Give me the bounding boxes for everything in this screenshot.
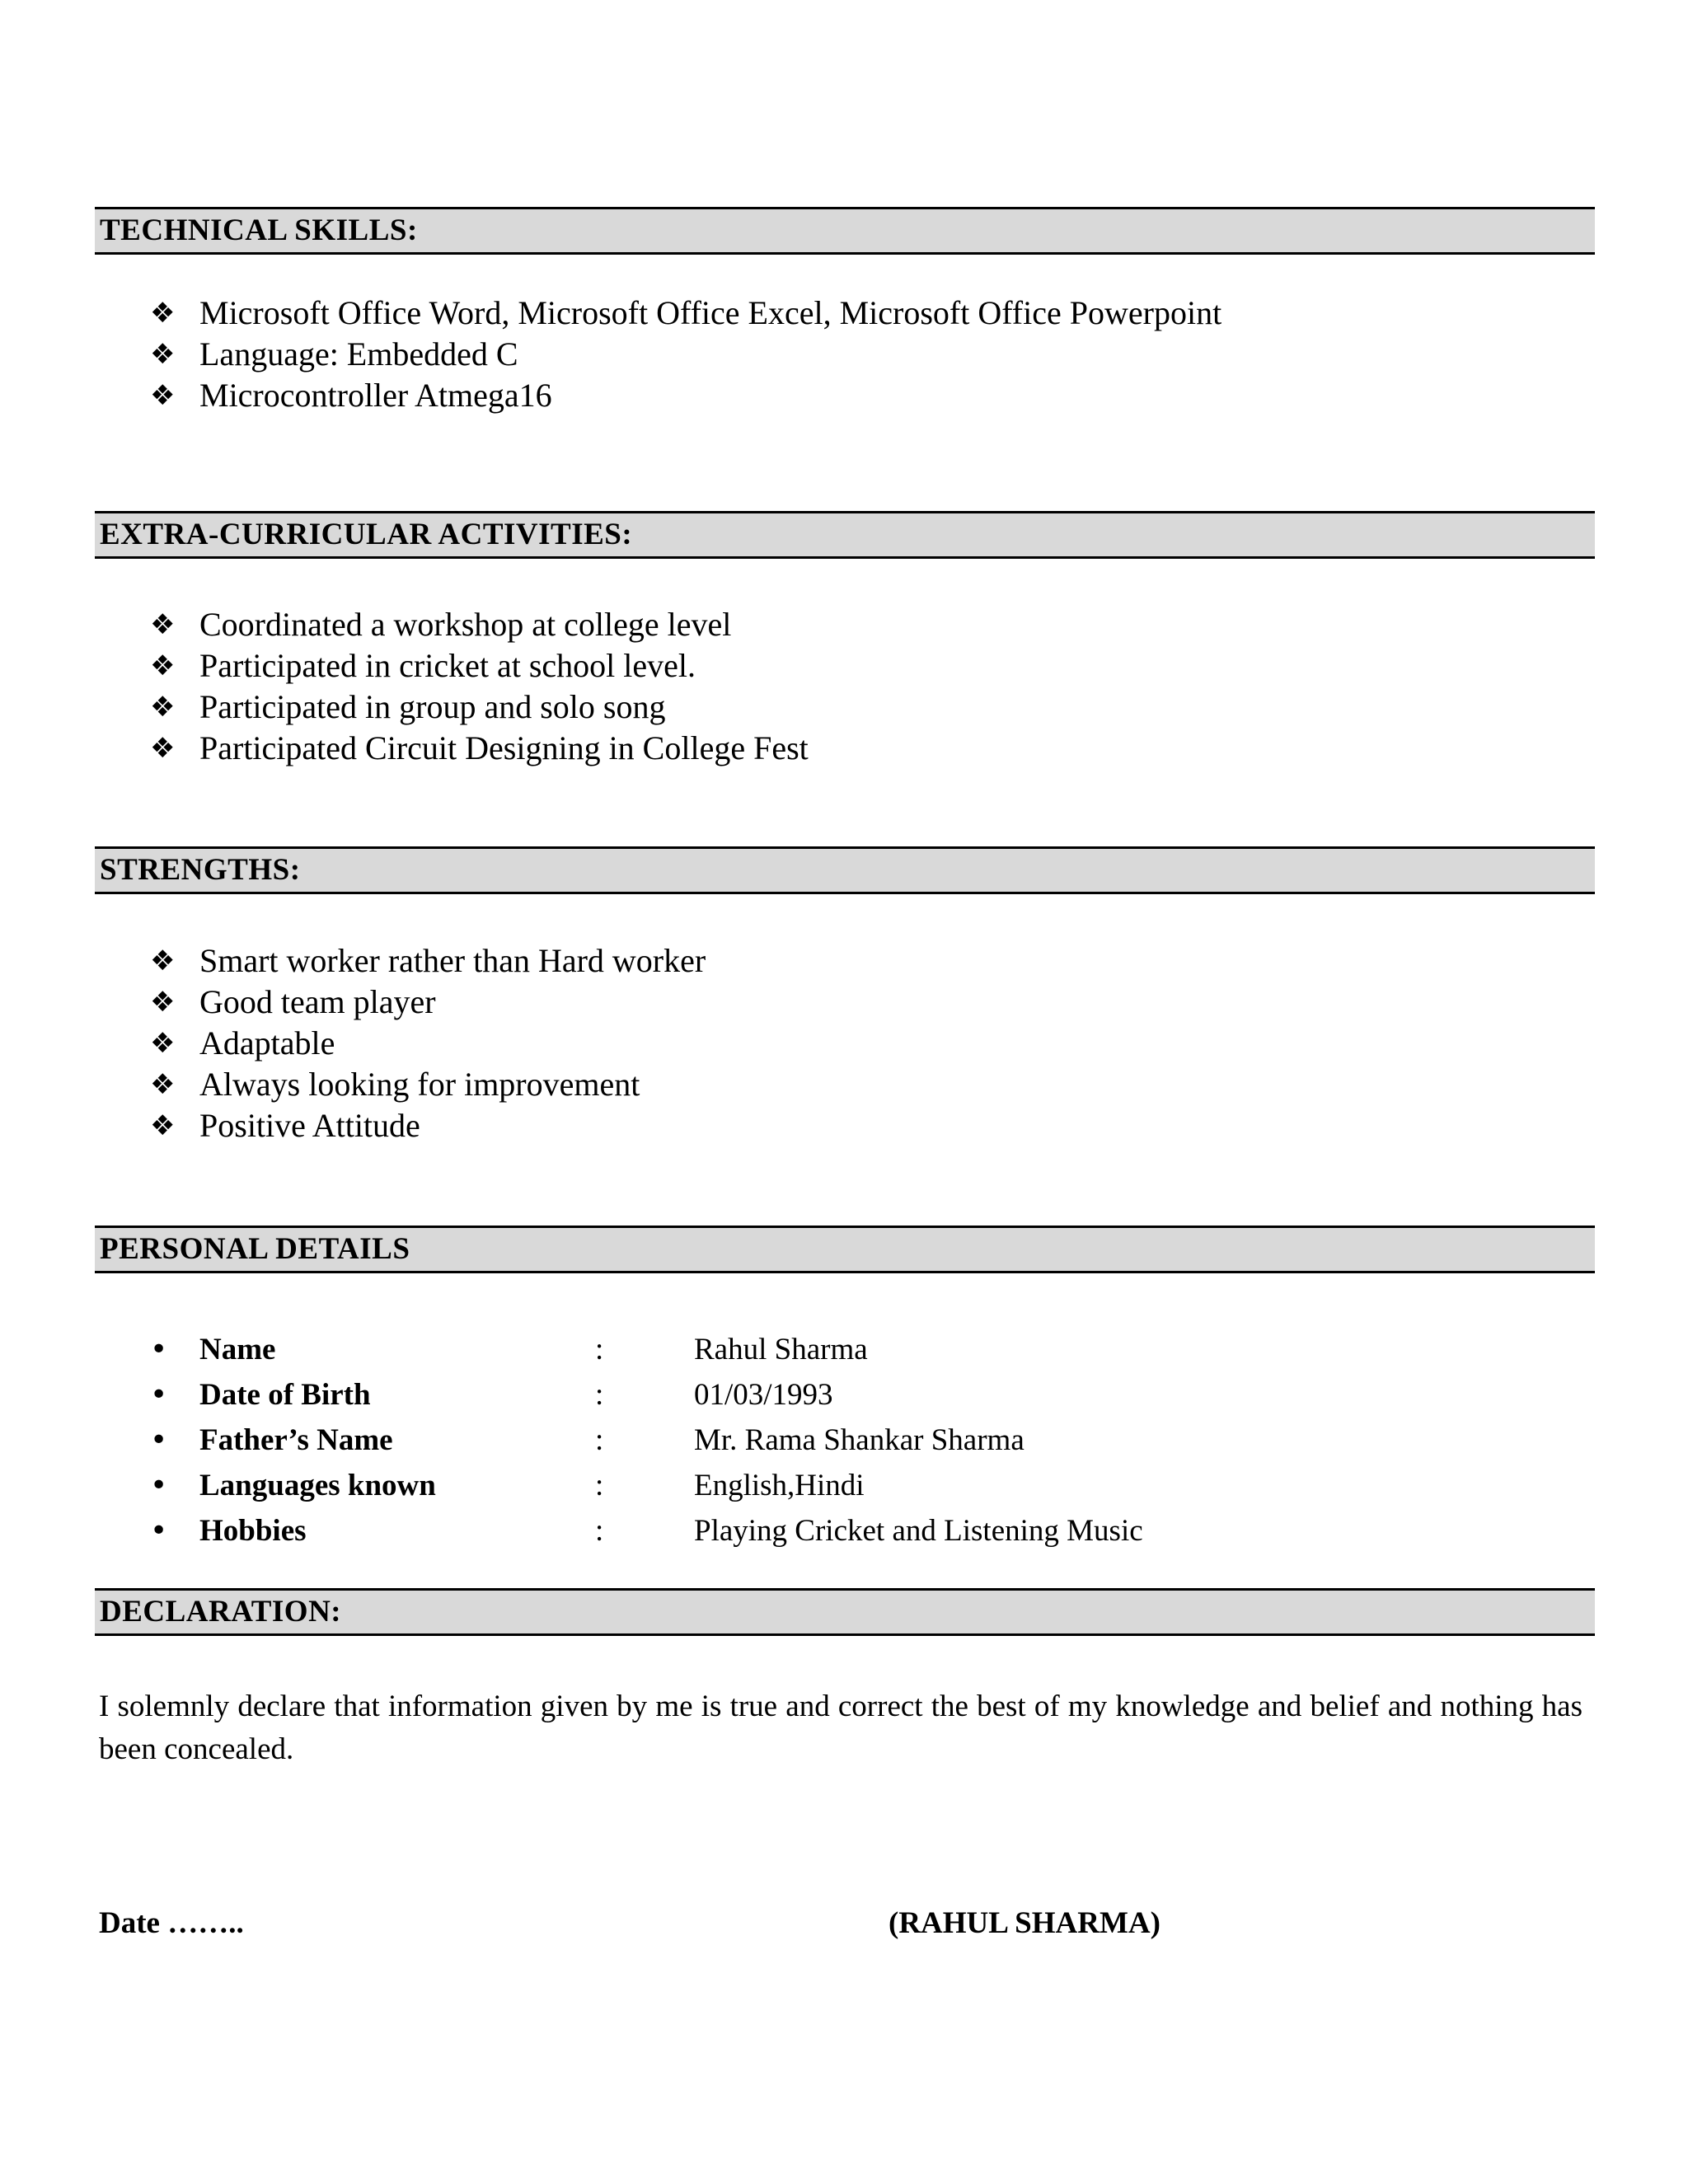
- diamond-bullet-icon: ❖: [150, 649, 176, 682]
- skill-text: Microsoft Office Word, Microsoft Office Excel, Microsoft Office Powerpoint: [199, 294, 1222, 331]
- diamond-bullet-icon: ❖: [150, 691, 176, 724]
- personal-details-header: [95, 1226, 1595, 1273]
- strength-text: Always looking for improvement: [199, 1066, 640, 1103]
- strengths-heading: STRENGTHS:: [100, 853, 301, 887]
- diamond-bullet-icon: ❖: [150, 338, 176, 371]
- diamond-bullet-icon: ❖: [150, 986, 176, 1019]
- detail-separator: :: [595, 1469, 604, 1502]
- detail-label: Date of Birth: [199, 1378, 371, 1412]
- detail-label: Name: [199, 1333, 276, 1366]
- activity-text: Coordinated a workshop at college level: [199, 606, 732, 643]
- diamond-bullet-icon: ❖: [150, 608, 176, 641]
- detail-value: Playing Cricket and Listening Music: [694, 1514, 1143, 1548]
- dot-bullet-icon: •: [150, 1423, 168, 1457]
- declaration-heading: DECLARATION:: [100, 1595, 342, 1629]
- detail-separator: :: [595, 1514, 604, 1548]
- detail-label: Father’s Name: [199, 1423, 393, 1457]
- strengths-header: [95, 846, 1595, 894]
- detail-separator: :: [595, 1378, 604, 1412]
- detail-label: Hobbies: [199, 1514, 307, 1548]
- diamond-bullet-icon: ❖: [150, 1027, 176, 1060]
- declaration-header: [95, 1588, 1595, 1636]
- dot-bullet-icon: •: [150, 1469, 168, 1502]
- detail-value: Rahul Sharma: [694, 1333, 868, 1366]
- diamond-bullet-icon: ❖: [150, 379, 176, 412]
- activity-text: Participated Circuit Designing in College Fest: [199, 729, 809, 766]
- dot-bullet-icon: •: [150, 1514, 168, 1548]
- detail-value: Mr. Rama Shankar Sharma: [694, 1423, 1025, 1457]
- strength-text: Smart worker rather than Hard worker: [199, 942, 706, 979]
- extra-curricular-heading: EXTRA-CURRICULAR ACTIVITIES:: [100, 518, 633, 551]
- dot-bullet-icon: •: [150, 1378, 168, 1412]
- declaration-text: I solemnly declare that information given by me is true and correct the best of my knowledge and belief and nothing has been concealed.: [99, 1690, 1582, 1766]
- dot-bullet-icon: •: [150, 1333, 168, 1366]
- diamond-bullet-icon: ❖: [150, 1109, 176, 1142]
- diamond-bullet-icon: ❖: [150, 944, 176, 977]
- signature-name: (RAHUL SHARMA): [889, 1906, 1160, 1940]
- skill-text: Language: Embedded C: [199, 335, 518, 373]
- activity-text: Participated in cricket at school level.: [199, 647, 696, 684]
- date-label: Date ……..: [99, 1906, 244, 1940]
- detail-value: English,Hindi: [694, 1469, 865, 1502]
- technical-skills-header: [95, 207, 1595, 255]
- detail-label: Languages known: [199, 1469, 436, 1502]
- detail-value: 01/03/1993: [694, 1378, 833, 1412]
- skill-text: Microcontroller Atmega16: [199, 377, 552, 414]
- detail-separator: :: [595, 1333, 604, 1366]
- diamond-bullet-icon: ❖: [150, 297, 176, 330]
- strength-text: Positive Attitude: [199, 1107, 420, 1144]
- detail-separator: :: [595, 1423, 604, 1457]
- diamond-bullet-icon: ❖: [150, 732, 176, 765]
- extra-curricular-header: [95, 511, 1595, 559]
- personal-details-heading: PERSONAL DETAILS: [100, 1232, 410, 1266]
- diamond-bullet-icon: ❖: [150, 1068, 176, 1101]
- strength-text: Good team player: [199, 983, 436, 1020]
- strength-text: Adaptable: [199, 1024, 335, 1062]
- technical-skills-heading: TECHNICAL SKILLS:: [100, 213, 418, 247]
- activity-text: Participated in group and solo song: [199, 688, 666, 725]
